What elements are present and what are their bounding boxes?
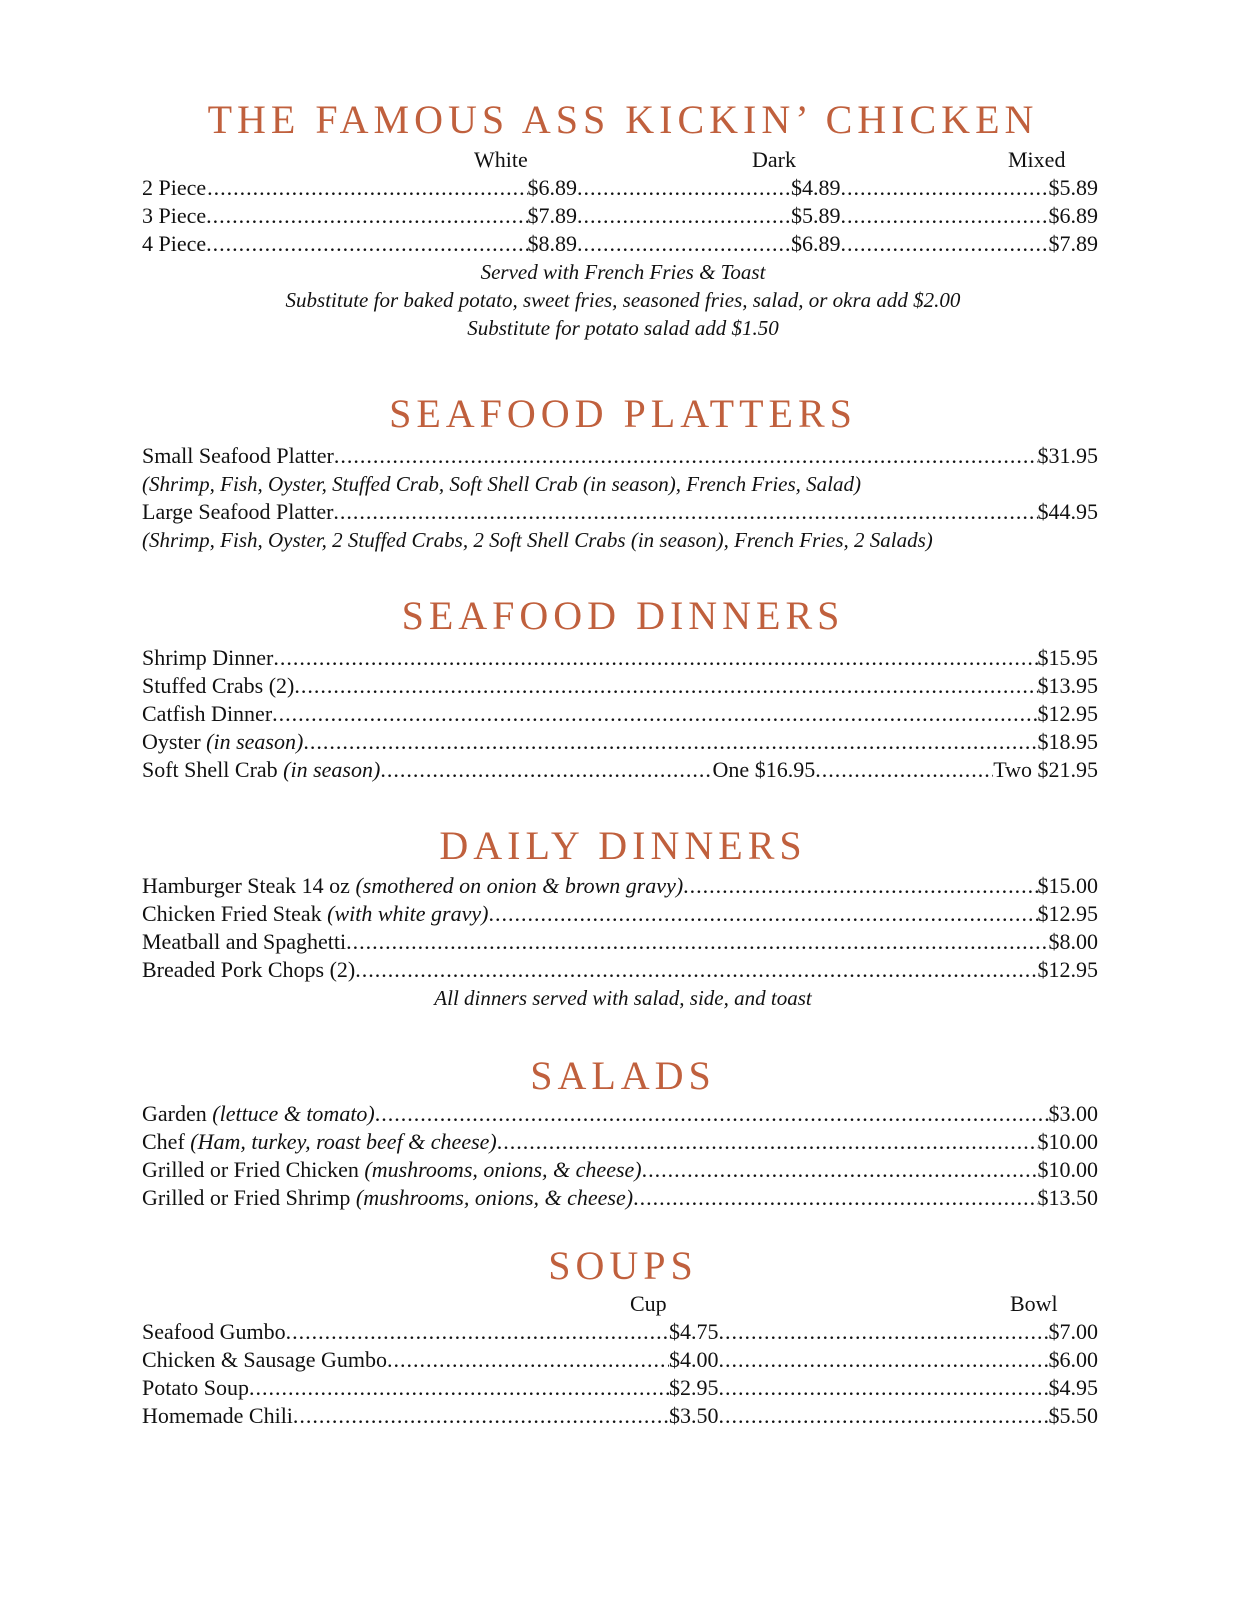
item-name: Grilled or Fried Chicken (mushrooms, onions, & cheese) <box>142 1157 642 1182</box>
daily-row <box>142 956 1098 984</box>
item-price: $12.95 <box>1037 901 1098 926</box>
leader-dots <box>577 230 791 258</box>
price-mixed: $5.89 <box>1048 175 1098 200</box>
item-name: Chef (Ham, turkey, roast beef & cheese) <box>142 1129 497 1154</box>
item-name: 4 Piece <box>142 231 207 256</box>
salad-row <box>142 1184 1098 1212</box>
item-name: Hamburger Steak 14 oz (smothered on onion & brown gravy) <box>142 873 684 898</box>
item-name: Chicken & Sausage Gumbo <box>142 1347 388 1372</box>
item-price: $10.00 <box>1037 1157 1098 1182</box>
leader-dots <box>683 872 1037 900</box>
price-dark: $4.89 <box>791 175 841 200</box>
item-name: Garden (lettuce & tomato) <box>142 1101 375 1126</box>
section-title-soups: SOUPS <box>548 1243 698 1288</box>
leader-dots <box>719 1374 1049 1402</box>
item-price: $3.00 <box>1048 1101 1098 1126</box>
section-title-seafood-dinners: SEAFOOD DINNERS <box>401 593 845 638</box>
col-bowl: Bowl <box>1010 1291 1058 1316</box>
section-title-daily-dinners: DAILY DINNERS <box>439 823 807 868</box>
leader-dots <box>303 728 1037 756</box>
chicken-row <box>142 174 1098 202</box>
item-name: Large Seafood Platter <box>142 499 334 524</box>
item-price: $31.95 <box>1037 443 1098 468</box>
item-name: 2 Piece <box>142 175 207 200</box>
item-description: (Shrimp, Fish, Oyster, Stuffed Crab, Soft Shell Crab (in season), French Fries, Salad) <box>142 472 862 496</box>
price-dark: $6.89 <box>791 231 841 256</box>
chicken-note: Substitute for baked potato, sweet fries, seasoned fries, salad, or okra add $2.00 <box>285 288 961 312</box>
leader-dots <box>380 756 712 784</box>
daily-row <box>142 900 1098 928</box>
item-name: Meatball and Spaghetti <box>142 929 347 954</box>
section-title-salads: SALADS <box>530 1053 716 1098</box>
leader-dots <box>841 202 1049 230</box>
price-cup: $2.95 <box>669 1375 719 1400</box>
col-mixed: Mixed <box>1008 147 1066 172</box>
price-cup: $4.00 <box>669 1347 719 1372</box>
daily-note: All dinners served with salad, side, and toast <box>434 986 812 1010</box>
item-name: Potato Soup <box>142 1375 249 1400</box>
col-dark: Dark <box>752 147 796 172</box>
price-white: $7.89 <box>527 203 577 228</box>
leader-dots <box>355 956 1037 984</box>
dinner-row <box>142 672 1098 700</box>
leader-dots <box>375 1100 1049 1128</box>
dinner-row <box>142 700 1098 728</box>
platter-row <box>142 442 1098 470</box>
price-two: Two $21.95 <box>993 757 1098 782</box>
item-name: Grilled or Fried Shrimp (mushrooms, onions, & cheese) <box>142 1185 634 1210</box>
leader-dots <box>294 672 1037 700</box>
leader-dots <box>249 1374 669 1402</box>
dinner-row-softshell <box>142 756 1098 784</box>
salad-row <box>142 1100 1098 1128</box>
price-cup: $4.75 <box>669 1319 719 1344</box>
leader-dots <box>719 1318 1049 1346</box>
leader-dots <box>633 1184 1037 1212</box>
price-cup: $3.50 <box>669 1403 719 1428</box>
dinner-row <box>142 644 1098 672</box>
price-one: One $16.95 <box>712 757 816 782</box>
daily-row <box>142 928 1098 956</box>
daily-row <box>142 872 1098 900</box>
item-name: Seafood Gumbo <box>142 1319 286 1344</box>
item-price: $13.95 <box>1037 673 1098 698</box>
item-price: $8.00 <box>1048 929 1098 954</box>
leader-dots <box>206 230 527 258</box>
item-name: Homemade Chili <box>142 1403 293 1428</box>
leader-dots <box>334 442 1038 470</box>
chicken-row <box>142 230 1098 258</box>
item-name: Stuffed Crabs (2) <box>142 673 295 698</box>
price-bowl: $4.95 <box>1048 1375 1098 1400</box>
item-price: $10.00 <box>1037 1129 1098 1154</box>
leader-dots <box>333 498 1037 526</box>
item-price: $18.95 <box>1037 729 1098 754</box>
item-name: 3 Piece <box>142 203 207 228</box>
chicken-row <box>142 202 1098 230</box>
price-bowl: $5.50 <box>1048 1403 1098 1428</box>
col-white: White <box>474 147 528 172</box>
leader-dots <box>207 174 527 202</box>
leader-dots <box>293 1402 669 1430</box>
price-white: $8.89 <box>527 231 577 256</box>
section-title-platters: SEAFOOD PLATTERS <box>389 391 857 436</box>
item-name: Chicken Fried Steak (with white gravy) <box>142 901 489 926</box>
item-name: Soft Shell Crab (in season) <box>142 757 381 782</box>
platter-row <box>142 498 1098 526</box>
item-name: Breaded Pork Chops (2) <box>142 957 356 982</box>
leader-dots <box>577 174 791 202</box>
item-name: Small Seafood Platter <box>142 443 334 468</box>
leader-dots <box>841 174 1049 202</box>
col-cup: Cup <box>630 1291 667 1316</box>
leader-dots <box>273 644 1037 672</box>
price-mixed: $7.89 <box>1048 231 1098 256</box>
item-name: Catfish Dinner <box>142 701 273 726</box>
price-bowl: $6.00 <box>1048 1347 1098 1372</box>
leader-dots <box>719 1402 1049 1430</box>
leader-dots <box>577 202 791 230</box>
price-bowl: $7.00 <box>1048 1319 1098 1344</box>
item-name: Shrimp Dinner <box>142 645 274 670</box>
chicken-note: Substitute for potato salad add $1.50 <box>467 316 779 340</box>
price-mixed: $6.89 <box>1048 203 1098 228</box>
leader-dots <box>286 1318 669 1346</box>
item-description: (Shrimp, Fish, Oyster, 2 Stuffed Crabs, 2 Soft Shell Crabs (in season), French Fries, 2 Salads) <box>142 528 933 552</box>
item-price: $13.50 <box>1037 1185 1098 1210</box>
dinner-row <box>142 728 1098 756</box>
item-price: $15.00 <box>1037 873 1098 898</box>
leader-dots <box>815 756 993 784</box>
leader-dots <box>206 202 527 230</box>
section-title-chicken: THE FAMOUS ASS KICKIN’ CHICKEN <box>207 97 1039 142</box>
soup-row <box>142 1374 1098 1402</box>
item-price: $15.95 <box>1037 645 1098 670</box>
leader-dots <box>272 700 1037 728</box>
price-dark: $5.89 <box>791 203 841 228</box>
salad-row <box>142 1156 1098 1184</box>
soup-row <box>142 1402 1098 1430</box>
item-price: $12.95 <box>1037 701 1098 726</box>
leader-dots <box>488 900 1037 928</box>
item-price: $44.95 <box>1037 499 1098 524</box>
soup-row <box>142 1318 1098 1346</box>
leader-dots <box>719 1346 1049 1374</box>
leader-dots <box>497 1128 1038 1156</box>
leader-dots <box>642 1156 1038 1184</box>
item-name: Oyster (in season) <box>142 729 304 754</box>
chicken-note: Served with French Fries & Toast <box>480 260 766 284</box>
leader-dots <box>346 928 1048 956</box>
leader-dots <box>387 1346 669 1374</box>
price-white: $6.89 <box>527 175 577 200</box>
item-price: $12.95 <box>1037 957 1098 982</box>
leader-dots <box>841 230 1049 258</box>
salad-row <box>142 1128 1098 1156</box>
soup-row <box>142 1346 1098 1374</box>
